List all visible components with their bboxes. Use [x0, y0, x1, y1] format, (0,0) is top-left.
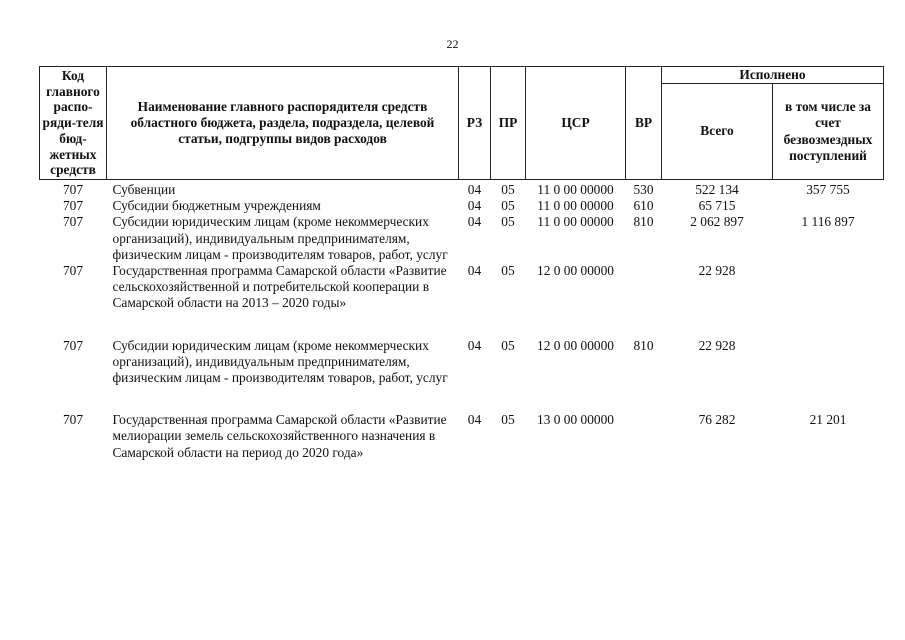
- cell-name: Государственная программа Самарской области «Развитие сельскохозяйственной и потребительской кооперации в Самарской области на 2013 – 2020 годы»: [112, 262, 447, 311]
- cell-code: 707: [62, 181, 84, 197]
- cell-free-receipts: [773, 263, 884, 312]
- cell-code: 707: [62, 412, 84, 428]
- header-name: Наименование главного распорядителя средств областного бюджета, раздела, подраздела, целевой статьи, подгруппы видов расходов: [107, 67, 459, 180]
- cell-total: 65 715: [698, 198, 736, 214]
- cell-csr: 11 0 00 00000: [537, 181, 614, 197]
- header-pr: ПР: [491, 67, 526, 180]
- table-row: [40, 179, 884, 198]
- cell-rz: 04: [467, 198, 482, 214]
- cell-rz: 04: [467, 412, 482, 428]
- cell-free-receipts: 21 201: [809, 412, 847, 428]
- cell-total: 522 134: [695, 181, 739, 197]
- cell-name: Субсидии юридическим лицам (кроме некоммерческих организаций), индивидуальным предпринимателям, физическим лицам - производителям товаров, работ, услуг: [112, 337, 448, 385]
- cell-vr: 810: [633, 337, 654, 353]
- header-csr: ЦСР: [526, 67, 626, 180]
- cell-pr: 05: [501, 214, 515, 230]
- cell-code: 707: [62, 337, 84, 353]
- page-number: 22: [446, 37, 459, 51]
- cell-csr: 13 0 00 00000: [537, 412, 614, 428]
- cell-pr: 05: [501, 181, 515, 197]
- cell-free-receipts: 357 755: [806, 181, 850, 197]
- header-executed: Исполнено: [662, 67, 884, 84]
- cell-pr: 05: [501, 337, 515, 353]
- budget-table: [39, 66, 884, 461]
- cell-total: 2 062 897: [690, 214, 744, 230]
- cell-rz: 04: [467, 181, 482, 197]
- cell-code: 707: [62, 262, 84, 278]
- cell-rz: 04: [467, 214, 482, 230]
- cell-vr: 530: [633, 181, 654, 197]
- header-vr: ВР: [626, 67, 662, 180]
- header-free-receipts: в том числе за счет безвозмездных поступлений: [773, 84, 884, 180]
- cell-csr: 11 0 00 00000: [537, 198, 614, 214]
- table-row: [40, 263, 884, 312]
- cell-pr: 05: [501, 412, 515, 428]
- cell-csr: 12 0 00 00000: [537, 337, 614, 353]
- cell-csr: 11 0 00 00000: [537, 214, 614, 230]
- table-row: [40, 412, 884, 461]
- cell-total: 22 928: [698, 262, 736, 278]
- cell-vr: 810: [633, 214, 654, 230]
- cell-total: 22 928: [698, 337, 736, 353]
- table-row: [40, 198, 884, 214]
- spacer-row: [40, 312, 884, 338]
- table-row: [40, 338, 884, 387]
- cell-pr: 05: [501, 262, 515, 278]
- cell-vr: [626, 263, 662, 312]
- cell-name: Государственная программа Самарской области «Развитие мелиорации земель сельскохозяйственного назначения в Самарской области на период до 2020 года»: [112, 412, 447, 460]
- cell-rz: 04: [467, 262, 482, 278]
- cell-name: Субвенции: [112, 181, 176, 197]
- header-rz: РЗ: [459, 67, 491, 180]
- table-row: [40, 214, 884, 263]
- cell-csr: 12 0 00 00000: [537, 262, 614, 278]
- header-total: Всего: [662, 84, 773, 180]
- cell-free-receipts: 1 116 897: [801, 214, 855, 230]
- cell-rz: 04: [467, 337, 482, 353]
- cell-free-receipts: [773, 338, 884, 387]
- cell-code: 707: [62, 198, 84, 214]
- cell-free-receipts: [773, 198, 884, 214]
- cell-pr: 05: [501, 198, 515, 214]
- spacer-row: [40, 386, 884, 412]
- cell-vr: 610: [633, 198, 654, 214]
- cell-total: 76 282: [698, 412, 736, 428]
- header-code: Код главного распо-ряди-теля бюд-жетных средств: [40, 67, 107, 180]
- cell-vr: [626, 412, 662, 461]
- cell-code: 707: [62, 214, 84, 230]
- cell-name: Субсидии бюджетным учреждениям: [112, 198, 321, 214]
- cell-name: Субсидии юридическим лицам (кроме некоммерческих организаций), индивидуальным предпринимателям, физическим лицам - производителям товаров, работ, услуг: [112, 214, 448, 262]
